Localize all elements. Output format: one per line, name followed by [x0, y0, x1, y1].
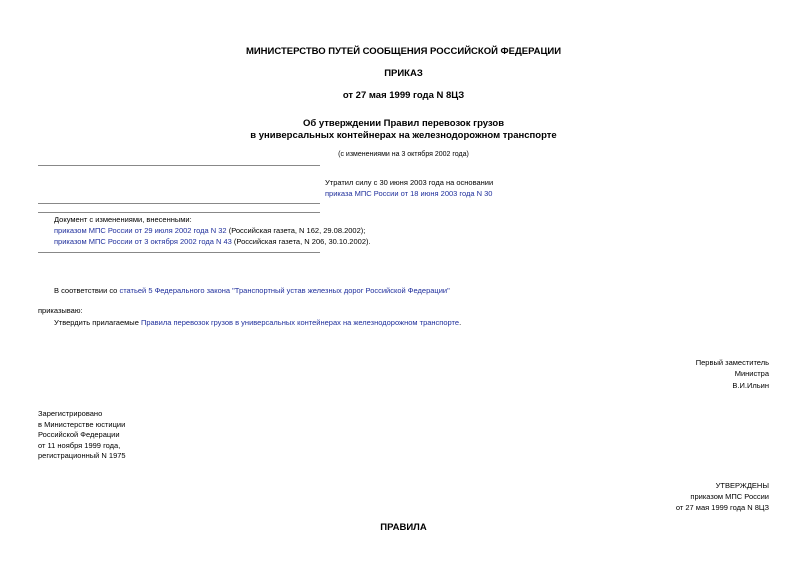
signature-title: Первый заместитель	[695, 358, 769, 367]
amendment-source-2: (Российская газета, N 206, 30.10.2002).	[231, 237, 371, 246]
basis-paragraph	[54, 286, 450, 295]
document-type: ПРИКАЗ	[384, 68, 423, 79]
document-date-number: от 27 мая 1999 года N 8ЦЗ	[342, 90, 465, 101]
registration-line: от 11 ноября 1999 года,	[38, 440, 121, 450]
signature-name: В.И.Ильин	[732, 380, 769, 390]
order-word: приказываю:	[38, 306, 83, 315]
amendment-item	[54, 237, 371, 246]
amendment-link-1[interactable]: приказом МПС России от 29 июля 2002 года N 32	[54, 226, 227, 235]
approve-suffix: .	[459, 318, 462, 327]
registration-line: в Министерстве юстиции	[38, 419, 126, 429]
separator-rule	[38, 165, 320, 166]
signature-block	[696, 358, 769, 390]
basis-prefix: В соответствии со	[54, 286, 120, 295]
amendment-link-2[interactable]: приказом МПС России от 3 октября 2002 года N 43	[54, 237, 232, 246]
approved-by: приказом МПС России	[690, 492, 769, 501]
approved-date: от 27 мая 1999 года N 8ЦЗ	[675, 503, 769, 512]
amendments-intro: Документ с изменениями, внесенными:	[54, 215, 192, 224]
document-title-line-2: в универсальных контейнерах на железнодорожном транспорте	[250, 130, 557, 141]
separator-rule	[38, 252, 320, 253]
separator-rule	[38, 203, 320, 204]
expired-notice: Утратил силу с 30 июня 2003 года на основании	[325, 178, 494, 187]
registration-line: Зарегистрировано	[38, 409, 103, 418]
approve-prefix: Утвердить прилагаемые	[54, 318, 141, 327]
rules-link[interactable]: Правила перевозок грузов в универсальных контейнерах на железнодорожном транспорте	[140, 318, 460, 327]
separator-rule	[38, 212, 320, 213]
registration-line: Российской Федерации	[38, 430, 120, 439]
expired-basis-link[interactable]: приказа МПС России от 18 июня 2003 года N 30	[325, 189, 493, 198]
registration-block	[38, 409, 126, 462]
document-title-line-1: Об утверждении Правил перевозок грузов	[302, 118, 505, 129]
ministry-heading: МИНИСТЕРСТВО ПУТЕЙ СООБЩЕНИЯ РОССИЙСКОЙ ФЕДЕРАЦИИ	[245, 46, 562, 57]
approved-block	[676, 480, 769, 513]
changes-note: (с изменениями на 3 октября 2002 года)	[338, 151, 469, 158]
registration-line: регистрационный N 1975	[38, 451, 126, 460]
signature-position: Министра	[734, 369, 769, 379]
approved-title: УТВЕРЖДЕНЫ	[715, 481, 769, 490]
rules-heading: ПРАВИЛА	[380, 522, 427, 533]
amendment-source-1: (Российская газета, N 162, 29.08.2002);	[226, 226, 366, 235]
amendment-item	[54, 226, 365, 235]
basis-law-link[interactable]: статьей 5 Федерального закона "Транспортный устав железных дорог Российской Федерации"	[119, 286, 450, 295]
approve-paragraph	[54, 318, 461, 327]
